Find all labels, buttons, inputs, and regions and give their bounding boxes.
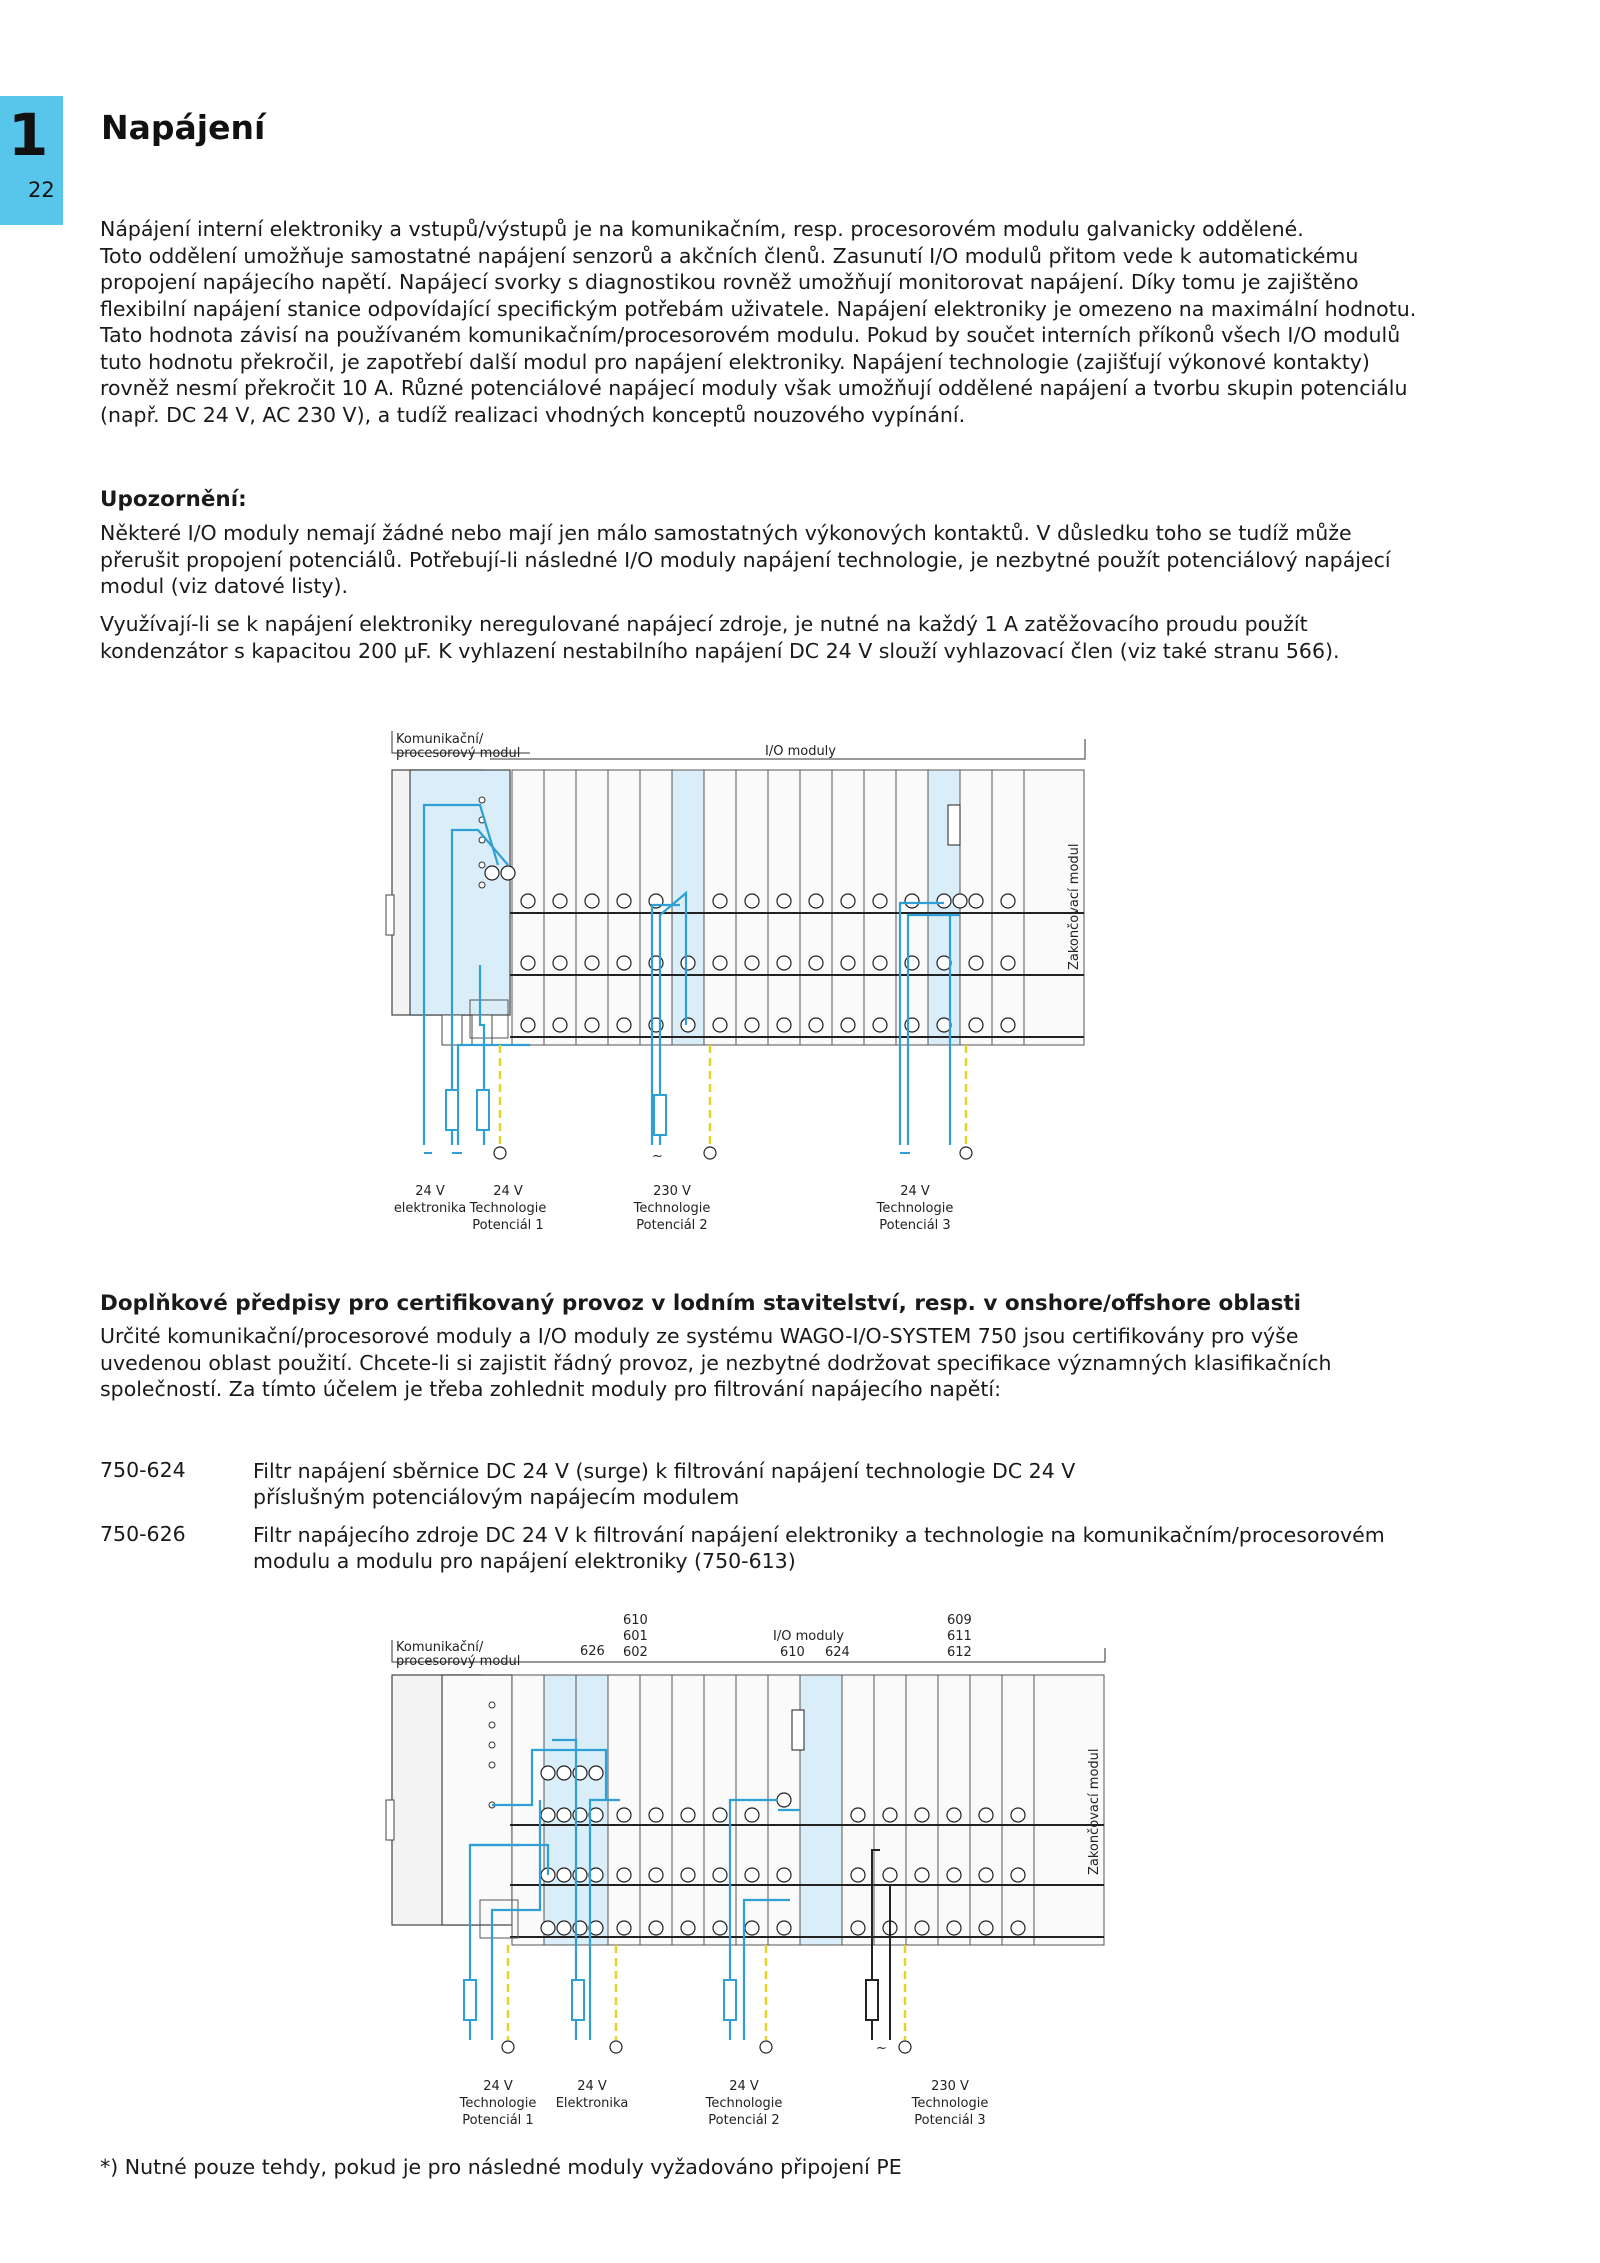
module-code-612: 612 <box>947 1645 972 1660</box>
notice-paragraph-2 <box>100 611 1520 664</box>
supply-labels <box>459 2079 989 2128</box>
coupler-label-line-1: Komunikační/ <box>396 732 484 747</box>
supply-label: 230 V <box>653 1184 691 1199</box>
supply-label: Technologie <box>705 2096 783 2111</box>
supply-label: 24 V <box>483 2079 513 2094</box>
intro-line: propojení napájecího napětí. Napájecí svorky s diagnostikou rovněž umožňují monitorovat napájení. Díky tomu je zajištěno <box>100 270 1359 294</box>
intro-line: rovněž nesmí překročit 10 A. Různé potenciálové napájecí moduly však umožňují oddělené napájení a tvorbu skupin potenciálu <box>100 376 1408 400</box>
intro-line: Nápájení interní elektroniky a vstupů/výstupů je na komunikačním, resp. procesorovém modulu galvanicky oddělené. <box>100 217 1304 241</box>
supply-labels <box>394 1184 954 1233</box>
page-title: Napájení <box>101 108 266 147</box>
intro-line: Tato hodnota závisí na používaném komunikačním/procesorovém modulu. Pokud by součet interních příkonů všech I/O modulů <box>100 323 1401 347</box>
fuse-internal <box>792 1710 804 1750</box>
ac-symbol: ~ <box>876 2041 887 2056</box>
module-code-610b: 610 <box>780 1645 805 1660</box>
filter-line: modulu a modulu pro napájení elektroniky (750-613) <box>253 1549 796 1573</box>
supply-label: Technologie <box>469 1201 547 1216</box>
coupler-rail-clip <box>386 1800 394 1840</box>
filter-line: Filtr napájecího zdroje DC 24 V k filtrování napájení elektroniky a technologie na komunikačním/procesorovém <box>253 1523 1385 1547</box>
supply-label: Technologie <box>459 2096 537 2111</box>
fuses <box>464 1980 736 2020</box>
supply-label: Potenciál 1 <box>462 2113 534 2128</box>
filter-line: příslušným potenciálovým napájecím modulem <box>253 1485 740 1509</box>
intro-line: (např. DC 24 V, AC 230 V), a tudíž realizaci vhodných konceptů nouzového vypínání. <box>100 402 966 427</box>
supply-label: elektronika <box>393 1201 467 1216</box>
coupler-label-line-1: Komunikační/ <box>396 1640 484 1655</box>
supply-label: Technologie <box>633 1201 711 1216</box>
filter-line: Filtr napájení sběrnice DC 24 V (surge) k filtrování napájení technologie DC 24 V <box>253 1459 1076 1483</box>
supply-label: 24 V <box>729 2079 759 2094</box>
notice-line: přerušit propojení potenciálů. Potřebují-li následné I/O moduly napájení technologie, je nezbytné použít potenciálový napájecí <box>100 547 1391 572</box>
supply-label: 24 V <box>493 1184 523 1199</box>
coupler-power-section <box>442 1675 512 1925</box>
module-code-602: 602 <box>623 1645 648 1660</box>
supply-label: 24 V <box>415 1184 445 1199</box>
ground-wires <box>500 1045 966 1145</box>
coupler-rail-clip <box>386 895 394 935</box>
filter-description <box>253 1458 1523 1510</box>
marine-line: společností. Za tímto účelem je třeba zohlednit moduly pro filtrování napájecího napětí: <box>100 1377 1002 1401</box>
notice-paragraph-1 <box>100 520 1520 600</box>
marine-heading: Doplňkové předpisy pro certifikovaný provoz v lodním stavitelství, resp. v onshore/offshore oblasti <box>100 1291 1302 1316</box>
marine-paragraph <box>100 1323 1520 1403</box>
coupler-label-line-2: procesorový modul <box>396 746 521 761</box>
supply-label: Potenciál 3 <box>914 2113 986 2128</box>
fuse-internal <box>948 805 960 845</box>
module-code-624: 624 <box>825 1645 850 1660</box>
notice-heading: Upozornění: <box>100 487 247 512</box>
module-code-611: 611 <box>947 1629 972 1644</box>
notice-line: kondenzátor s kapacitou 200 µF. K vyhlazení nestabilního napájení DC 24 V slouží vyhlazovací člen (viz také stranu 566). <box>100 638 1340 663</box>
supply-label: 24 V <box>900 1184 930 1199</box>
supply-label: Technologie <box>876 1201 954 1216</box>
supply-label: Elektronika <box>555 2096 629 2111</box>
supply-label: Potenciál 2 <box>708 2113 780 2128</box>
supply-label: Potenciál 3 <box>879 1218 951 1233</box>
notice-line: modul (viz datové listy). <box>100 574 349 598</box>
end-module-label: Zakončovací modul <box>1087 1748 1102 1875</box>
filter-code: 750-624 <box>100 1458 186 1482</box>
supply-label: Potenciál 1 <box>472 1218 544 1233</box>
module-code-609: 609 <box>947 1613 972 1628</box>
coupler-terminal-block <box>472 1015 492 1045</box>
ground-symbols <box>502 2041 911 2053</box>
supply-label: 230 V <box>931 2079 969 2094</box>
module-code-601: 601 <box>623 1629 648 1644</box>
supply-label: 24 V <box>577 2079 607 2094</box>
notice-line: Některé I/O moduly nemají žádné nebo mají jen málo samostatných výkonových kontaktů. V důsledku toho se tudíž může <box>100 521 1352 545</box>
ac-symbol: ~ <box>652 1149 663 1164</box>
intro-line: Toto oddělení umožňuje samostatné napájení senzorů a akčních členů. Zasunutí I/O modulů přitom vede k automatickému <box>100 243 1359 268</box>
intro-line: flexibilní napájení stanice odpovídající specifickým potřebám uživatele. Napájení elektroniky je omezeno na maximální hodnotu. <box>100 296 1417 321</box>
end-module-label: Zakončovací modul <box>1067 843 1082 970</box>
io-module-slices <box>512 770 1084 1045</box>
fuses <box>446 1090 666 1135</box>
filter-description <box>253 1522 1523 1574</box>
filter-code: 750-626 <box>100 1522 186 1546</box>
footnote: *) Nutné pouze tehdy, pokud je pro následné moduly vyžadováno připojení PE <box>100 2155 902 2179</box>
supply-label: Potenciál 2 <box>636 1218 708 1233</box>
intro-paragraph <box>100 216 1520 428</box>
fuse-ac <box>866 1980 878 2020</box>
notice-line: Využívají-li se k napájení elektroniky neregulované napájecí zdroje, je nutné na každý 1 A zatěžovacího proudu použít <box>100 612 1308 636</box>
supply-label: Technologie <box>911 2096 989 2111</box>
io-label: I/O moduly <box>765 744 836 759</box>
marine-line: uvedenou oblast použití. Chcete-li si zajistit řádný provoz, je nezbytné dodržovat specifikace významných klasifikačních <box>100 1350 1332 1375</box>
power-supply-diagram-2 <box>380 1600 1140 2145</box>
module-code-626: 626 <box>580 1644 605 1659</box>
module-code-610: 610 <box>623 1613 648 1628</box>
coupler-label-line-2: procesorový modul <box>396 1654 521 1669</box>
intro-line: tuto hodnotu překročil, je zapotřebí další modul pro napájení elektroniky. Napájení technologie (zajišťují výkonové kontakty) <box>100 349 1370 374</box>
io-label: I/O moduly <box>773 1629 844 1644</box>
marine-line: Určité komunikační/procesorové moduly a I/O moduly ze systému WAGO-I/O-SYSTEM 750 jsou certifikovány pro výše <box>100 1324 1299 1348</box>
chapter-number: 1 <box>8 101 49 169</box>
page-number: 22 <box>28 178 55 202</box>
power-supply-diagram-1 <box>380 725 1140 1245</box>
